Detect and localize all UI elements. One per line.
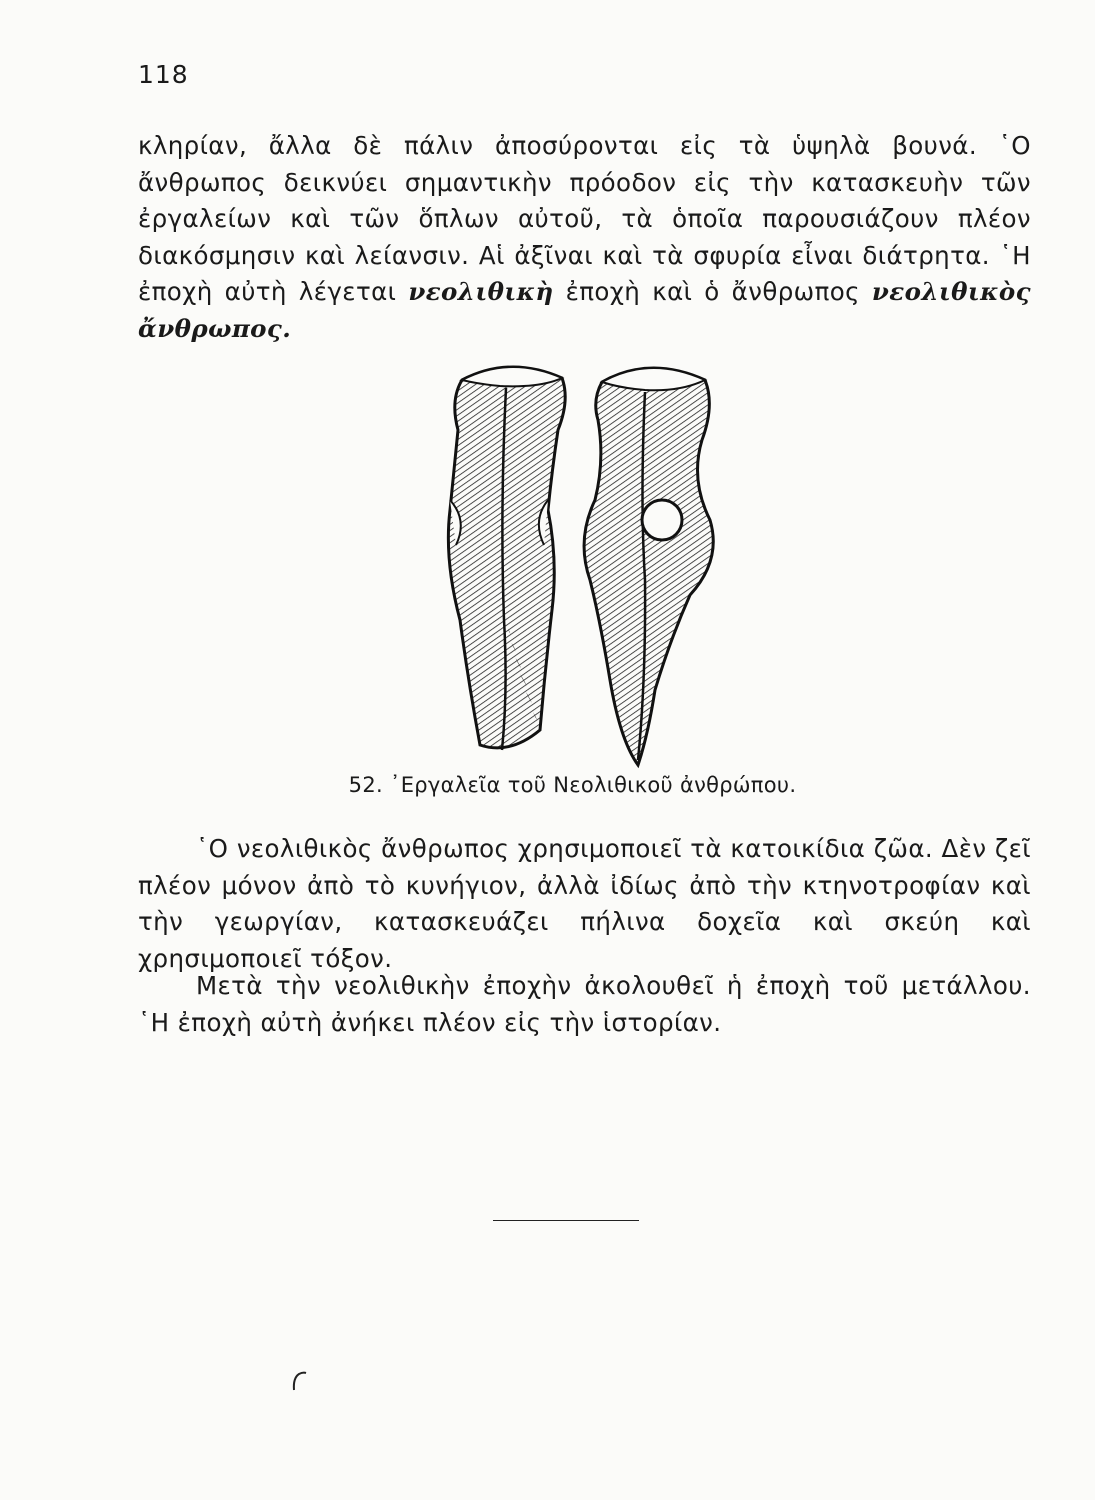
paragraph-1 (138, 128, 1031, 347)
stray-ink-mark (290, 1370, 310, 1392)
neolithic-axe-illustration-icon (440, 360, 740, 770)
paragraph-2: ῾Ο νεολιθικὸς ἄνθρωπος χρησιμοποιεῖ τὰ κατοικίδια ζῶα. Δὲν ζεῖ πλέον μόνον ἀπὸ τὸ κυνήγιον, ἀλλὰ ἰδίως ἀπὸ τὴν κτηνοτροφίαν καὶ τὴν γεωργίαν, κατασκευάζει πήλινα δοχεῖα καὶ σκεύη καὶ χρησιμοποιεῖ τόξον. (138, 834, 1031, 973)
axe-side-view (448, 367, 565, 750)
term-neolithic-age: νεολιθικὴ (408, 277, 554, 306)
figure-caption: 52. ᾿Εργαλεῖα τοῦ Νεολιθικοῦ ἀνθρώπου. (348, 773, 797, 797)
page-number: 118 (138, 60, 189, 89)
section-divider (493, 1220, 639, 1221)
term-neolithic-man: νεολιθικὸς ἄνθρωπος. (138, 277, 1031, 343)
axe-front-view (584, 368, 713, 765)
paragraph-1-text-b: ἐποχὴ καὶ ὁ ἄνθρωπος (553, 277, 872, 306)
paragraph-3: Μετὰ τὴν νεολιθικὴν ἐποχὴν ἀκολουθεῖ ἡ ἐποχὴ τοῦ μετάλλου. ῾Η ἐποχὴ αὐτὴ ἀνήκει πλέον εἰς τὴν ἱστορίαν. (138, 971, 1031, 1037)
paragraph-1-text-a: κληρίαν, ἄλλα δὲ πάλιν ἀποσύρονται εἰς τὰ ὑψηλὰ βουνά. ῾Ο ἄνθρωπος δεικνύει σημαντικὴν πρόοδον εἰς τὴν κατασκευὴν τῶν ἐργαλείων καὶ τῶν ὅπλων αὐτοῦ, τὰ ὁποῖα παρουσιάζουν πλέον διακόσμησιν καὶ λείανσιν. Αἱ ἀξῖναι καὶ τὰ σφυρία εἶναι διάτρητα. ῾Η ἐποχὴ αὐτὴ λέγεται (138, 131, 1031, 306)
neolithic-tools-figure (440, 360, 740, 770)
